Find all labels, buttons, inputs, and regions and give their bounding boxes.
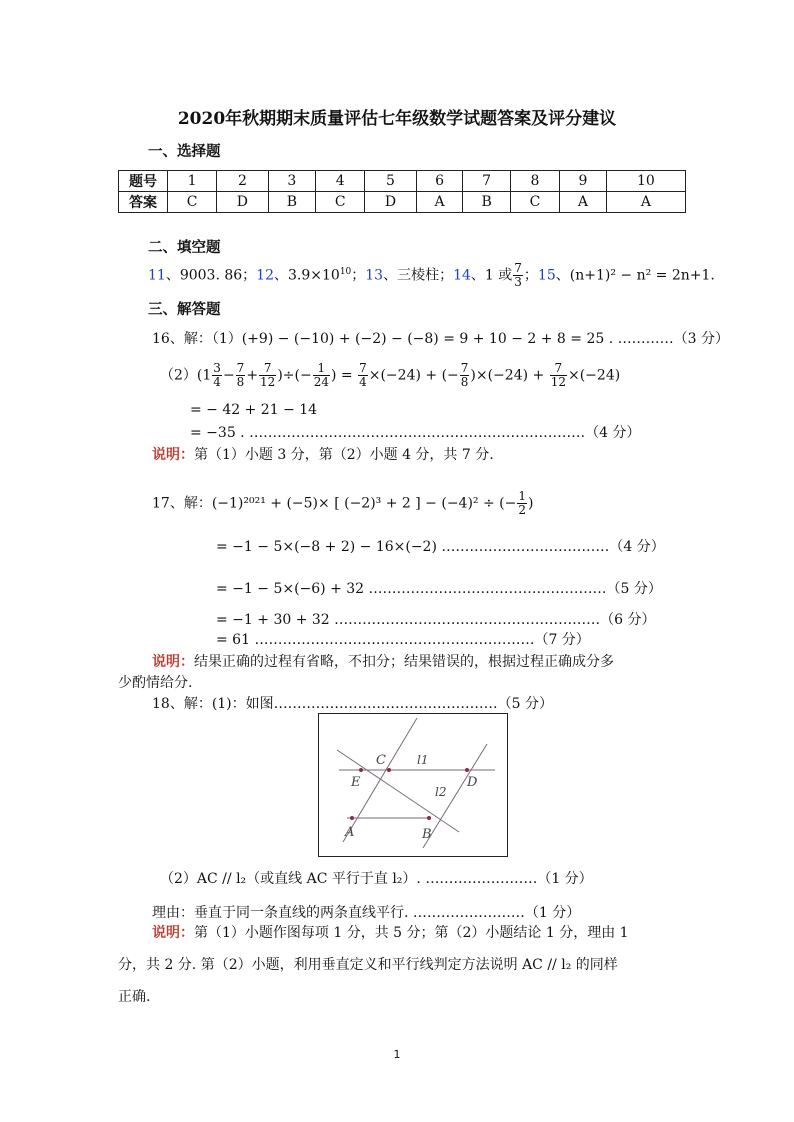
section-heading-fill: 二、填空题 xyxy=(148,239,221,256)
q14-number: 14 xyxy=(453,267,471,284)
q11-answer: 、9003. 86； xyxy=(165,267,257,284)
page-title: 2020年秋期期末质量评估七年级数学试题答案及评分建议 xyxy=(177,109,617,129)
q16-note xyxy=(152,444,494,464)
cell-answer: D xyxy=(365,192,416,213)
q18-line1: 18、解：(1)：如图…………………………………………（5 分） xyxy=(152,696,554,712)
cell-number: 8 xyxy=(510,171,559,192)
cell-answer: C xyxy=(168,192,217,213)
cell-number: 10 xyxy=(606,171,685,192)
geometry-figure xyxy=(318,713,508,857)
point-a xyxy=(350,816,354,820)
q15-number: 15 xyxy=(537,267,556,284)
cell-answer: C xyxy=(510,192,559,213)
q12-answer: 、3.9×10 xyxy=(274,267,340,284)
label-c: C xyxy=(376,753,386,768)
q16-line1: 16、解：（1）(+9) − (−10) + (−2) − (−8) = 9 + 10 − 2 + 8 = 25 . …………（3 分） xyxy=(152,331,729,347)
point-e xyxy=(359,768,363,772)
q17-line3: = −1 − 5×(−6) + 32 ……………………………………………（5 分） xyxy=(216,581,662,597)
note-label: 说明： xyxy=(152,447,194,463)
table-row-numbers xyxy=(119,171,686,192)
q13-answer: 、三棱柱； xyxy=(383,267,454,284)
page-number: 1 xyxy=(393,1048,401,1061)
q17-note-line2: 少酌情给分. xyxy=(118,675,193,691)
note-text: 第（1）小题 3 分，第（2）小题 4 分，共 7 分. xyxy=(194,447,494,463)
q18-note-line3: 正确. xyxy=(118,989,151,1005)
q16-part2-label: （2） xyxy=(160,367,197,384)
line-l2 xyxy=(423,744,487,848)
cell-number: 6 xyxy=(416,171,463,192)
note-label: 说明： xyxy=(152,654,194,670)
section-heading-choice: 一、选择题 xyxy=(148,143,221,160)
note-label: 说明： xyxy=(152,925,194,941)
row-label-answer: 答案 xyxy=(119,192,168,213)
label-l2: l2 xyxy=(435,785,447,799)
point-b xyxy=(427,816,431,820)
q15-answer: 、(n+1)² − n² = 2n+1. xyxy=(555,267,715,284)
q17-line1: 17、解：(−1)²⁰²¹ + (−5)× [ (−2)³ + 2 ] − (−4)² ÷ (− $\frac{1}{2}$ ) xyxy=(152,489,534,517)
answer-table xyxy=(118,170,686,213)
cell-number: 1 xyxy=(168,171,217,192)
cell-answer: B xyxy=(463,192,510,213)
row-label-number: 题号 xyxy=(119,171,168,192)
cell-number: 9 xyxy=(560,171,607,192)
q17-line5: = 61 ……………………………………………………（7 分） xyxy=(216,632,590,648)
cell-number: 2 xyxy=(217,171,268,192)
q18-line3: 理由：垂直于同一条直线的两条直线平行. ……………………（1 分） xyxy=(152,905,581,921)
q16-line2: （2）(1 $\frac{3}{4}$ − $\frac{7}{8}$ + $\frac{7}{12}$ )÷(− $\frac{1}{24}$ ) = $\frac{7}{4}$ ×(−24) + (− $\frac{7}{8}$ )×(−24) + $\frac{7}{12}$ ×(−24) xyxy=(160,361,621,389)
q12-exponent: 10 xyxy=(339,266,352,277)
q14-answer: 、1 或 xyxy=(470,267,513,284)
q18-note-line1: 说明：第（1）小题作图每项 1 分，共 5 分；第（2）小题结论 1 分，理由 1 xyxy=(152,925,629,941)
point-d xyxy=(465,768,469,772)
q16-line4: = −35 . ………………………………………………………………（4 分） xyxy=(190,425,641,441)
q18-note-line2: 分，共 2 分. 第（2）小题，利用垂直定义和平行线判定方法说明 AC // l₂ 的同样 xyxy=(118,957,618,973)
cell-answer: C xyxy=(316,192,365,213)
cell-answer: B xyxy=(268,192,315,213)
fill-answers-line: 11、9003. 86；12、$3.9\times 10^{10}$；13、三棱柱；14、1 或 $\frac{7}{3}$ ；15、(n+1)² − n² = 2n+1. xyxy=(148,261,715,289)
q17-note-line1: 说明：结果正确的过程有省略，不扣分；结果错误的，根据过程正确成分多 xyxy=(152,654,614,670)
q17-fraction: $\frac{1}{2}$ xyxy=(518,489,527,517)
label-d: D xyxy=(467,775,478,790)
cell-number: 4 xyxy=(316,171,365,192)
q11-number: 11 xyxy=(148,267,166,284)
q13-number: 13 xyxy=(365,267,384,284)
geometry-diagram xyxy=(319,714,507,856)
q17-line2: = −1 − 5×(−8 + 2) − 16×(−2) ………………………………（4 分） xyxy=(216,539,665,555)
cell-number: 7 xyxy=(463,171,510,192)
cell-number: 5 xyxy=(365,171,416,192)
section-heading-solve: 三、解答题 xyxy=(148,301,221,318)
cell-number: 3 xyxy=(268,171,315,192)
q12-number: 12 xyxy=(256,267,274,284)
cell-answer: A xyxy=(560,192,607,213)
label-l1: l1 xyxy=(417,753,429,767)
label-a: A xyxy=(345,825,355,840)
point-c xyxy=(387,768,391,772)
cell-answer: D xyxy=(217,192,268,213)
q16-line3: = − 42 + 21 − 14 xyxy=(190,402,318,418)
q18-line2: （2）AC // l₂（或直线 AC 平行于直 l₂）. ……………………（1 分） xyxy=(160,871,593,887)
cell-answer: A xyxy=(416,192,463,213)
q14-fraction: $\frac{7}{3}$ xyxy=(514,261,522,289)
label-e: E xyxy=(351,775,361,790)
table-row-answers xyxy=(119,192,686,213)
label-b: B xyxy=(422,827,432,842)
q17-line4: = −1 + 30 + 32 …………………………………………………（6 分） xyxy=(216,612,656,628)
cell-answer: A xyxy=(606,192,685,213)
